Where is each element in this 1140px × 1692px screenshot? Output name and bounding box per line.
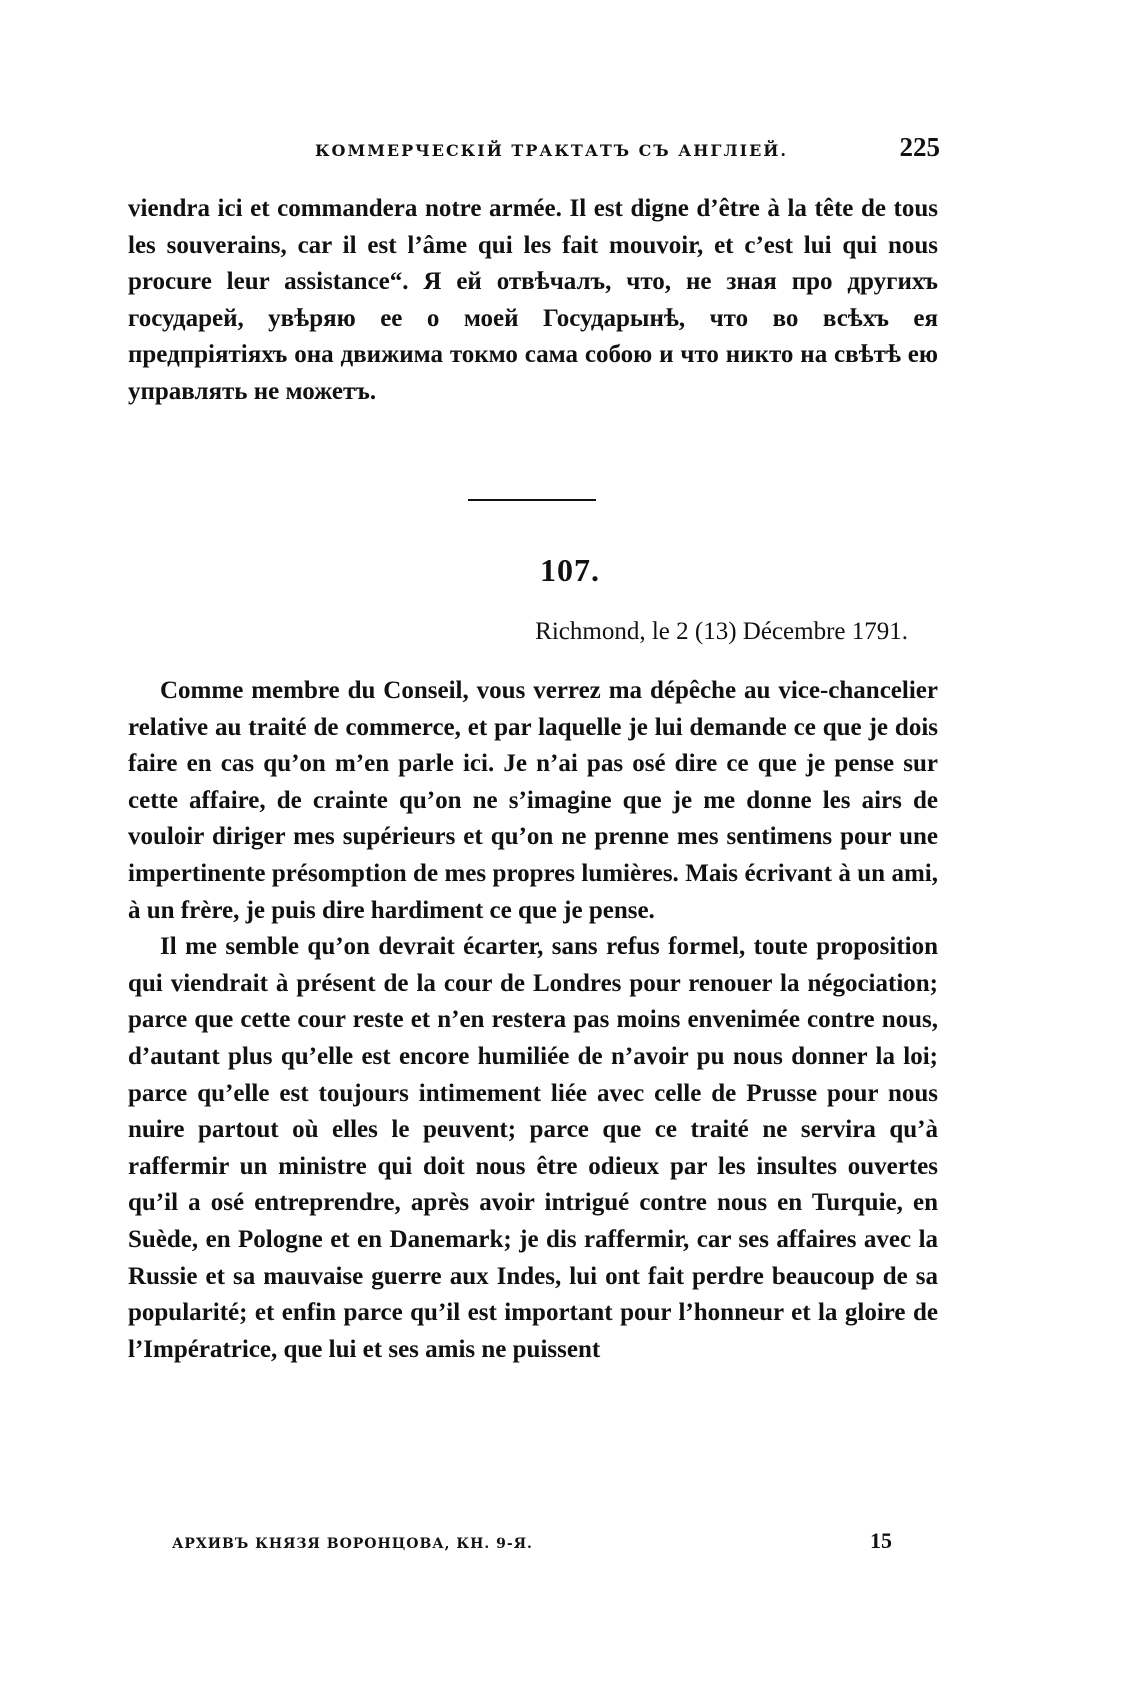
text-line: vice-chancelier relative au traité de commerce, et par laquelle: [128, 677, 938, 741]
running-head: [125, 132, 940, 172]
text-line: par les insultes ouvertes qu’il a osé entreprendre, après avoir: [128, 1152, 939, 1217]
text-line: je lui demande ce que je dois faire en cas qu’on m’en parle ici.: [128, 713, 939, 778]
continuation-text: [128, 191, 938, 411]
text-line: она движима токмо сама собою и что никто на свѣтѣ ею: [294, 341, 939, 369]
letter-paragraph-2: [128, 929, 938, 1368]
text-line: Je n’ai pas osé dire ce que je pense sur cette affaire, de crainte: [128, 750, 938, 814]
text-line: отвѣчалъ, что, не зная про другихъ государей, увѣряю: [128, 268, 939, 332]
text-line: sa popularité; et enfin parce qu’il est important pour l’honneur: [128, 1262, 938, 1327]
running-title: КОММЕРЧЕСКІЙ ТРАКТАТЪ СЪ АНГЛІЕЙ.: [315, 141, 788, 160]
text-line: qu’on ne s’imagine que je me donne les airs de vouloir diriger: [128, 786, 938, 851]
text-line: restera pas moins envenimée contre nous, d’autant plus qu’elle: [128, 1006, 939, 1070]
text-line: qu’elle est toujours intimement liée avec celle de Prusse pour: [197, 1079, 878, 1107]
continuation-paragraph: [128, 191, 938, 411]
text-line: sa mauvaise guerre aux Indes, lui ont fait perdre beaucoup de: [232, 1262, 908, 1290]
text-line: Comme membre du Conseil, vous verrez ma dépêche au: [160, 677, 771, 704]
text-line: ее о моей Государынѣ, что во всѣхъ ея предпріятіяхъ: [128, 304, 938, 369]
text-line: la tête de tous les souverains, car il est l’âme qui les fait: [128, 195, 938, 259]
text-line: proposition qui viendrait à présent de la cour de Londres pour: [128, 933, 939, 997]
text-line: управлять не можетъ.: [128, 377, 377, 405]
text-line: écrivant à un ami, à un frère, je puis dire hardiment ce que: [128, 859, 938, 924]
letter-paragraph-1: [128, 673, 938, 929]
text-line: nous nuire partout où elles le peuvent; parce que ce traité: [128, 1079, 939, 1144]
text-line: impertinente présomption de mes propres lumières. Mais: [128, 859, 739, 887]
page-footer: [172, 1528, 892, 1554]
text-line: ne servira qu’à raffermir un ministre qui doit nous être odieux: [128, 1116, 938, 1180]
page-number: 225: [899, 132, 940, 162]
text-line: viendra ici et commandera notre armée. Il est digne d’être à: [128, 195, 780, 222]
section-divider: [468, 499, 596, 501]
sheet-number: 15: [870, 1528, 892, 1553]
letter-body: [128, 673, 938, 1368]
text-line: renouer la négociation; parce que cette cour reste et n’en: [128, 969, 938, 1034]
text-line: je pense.: [563, 896, 655, 924]
text-line: Il me semble qu’on devrait écarter, sans refus formel, toute: [160, 933, 808, 961]
text-line: mes supérieurs et qu’on ne prenne mes sentimens pour une: [293, 823, 939, 851]
text-line: mouvoir, et c’est lui qui nous procure leur assistance“. Я ей: [128, 231, 938, 296]
letter-dateline: Richmond, le 2 (13) Décembre 1791.: [535, 618, 908, 645]
text-line: intrigué contre nous en Turquie, en Suède, en Pologne et en: [128, 1189, 938, 1253]
text-line: Danemark; je dis raffermir, car ses affaires avec la Russie et: [128, 1225, 939, 1290]
printer-signature: АРХИВЪ КНЯЗЯ ВОРОНЦОВА, КН. 9-Я.: [172, 1536, 533, 1552]
text-line: et la gloire de l’Impératrice, que lui et ses amis ne puissent: [128, 1299, 938, 1363]
letter-number: 107.: [540, 552, 600, 588]
text-line: est encore humiliée de n’avoir pu nous donner la loi; parce: [128, 1042, 939, 1107]
